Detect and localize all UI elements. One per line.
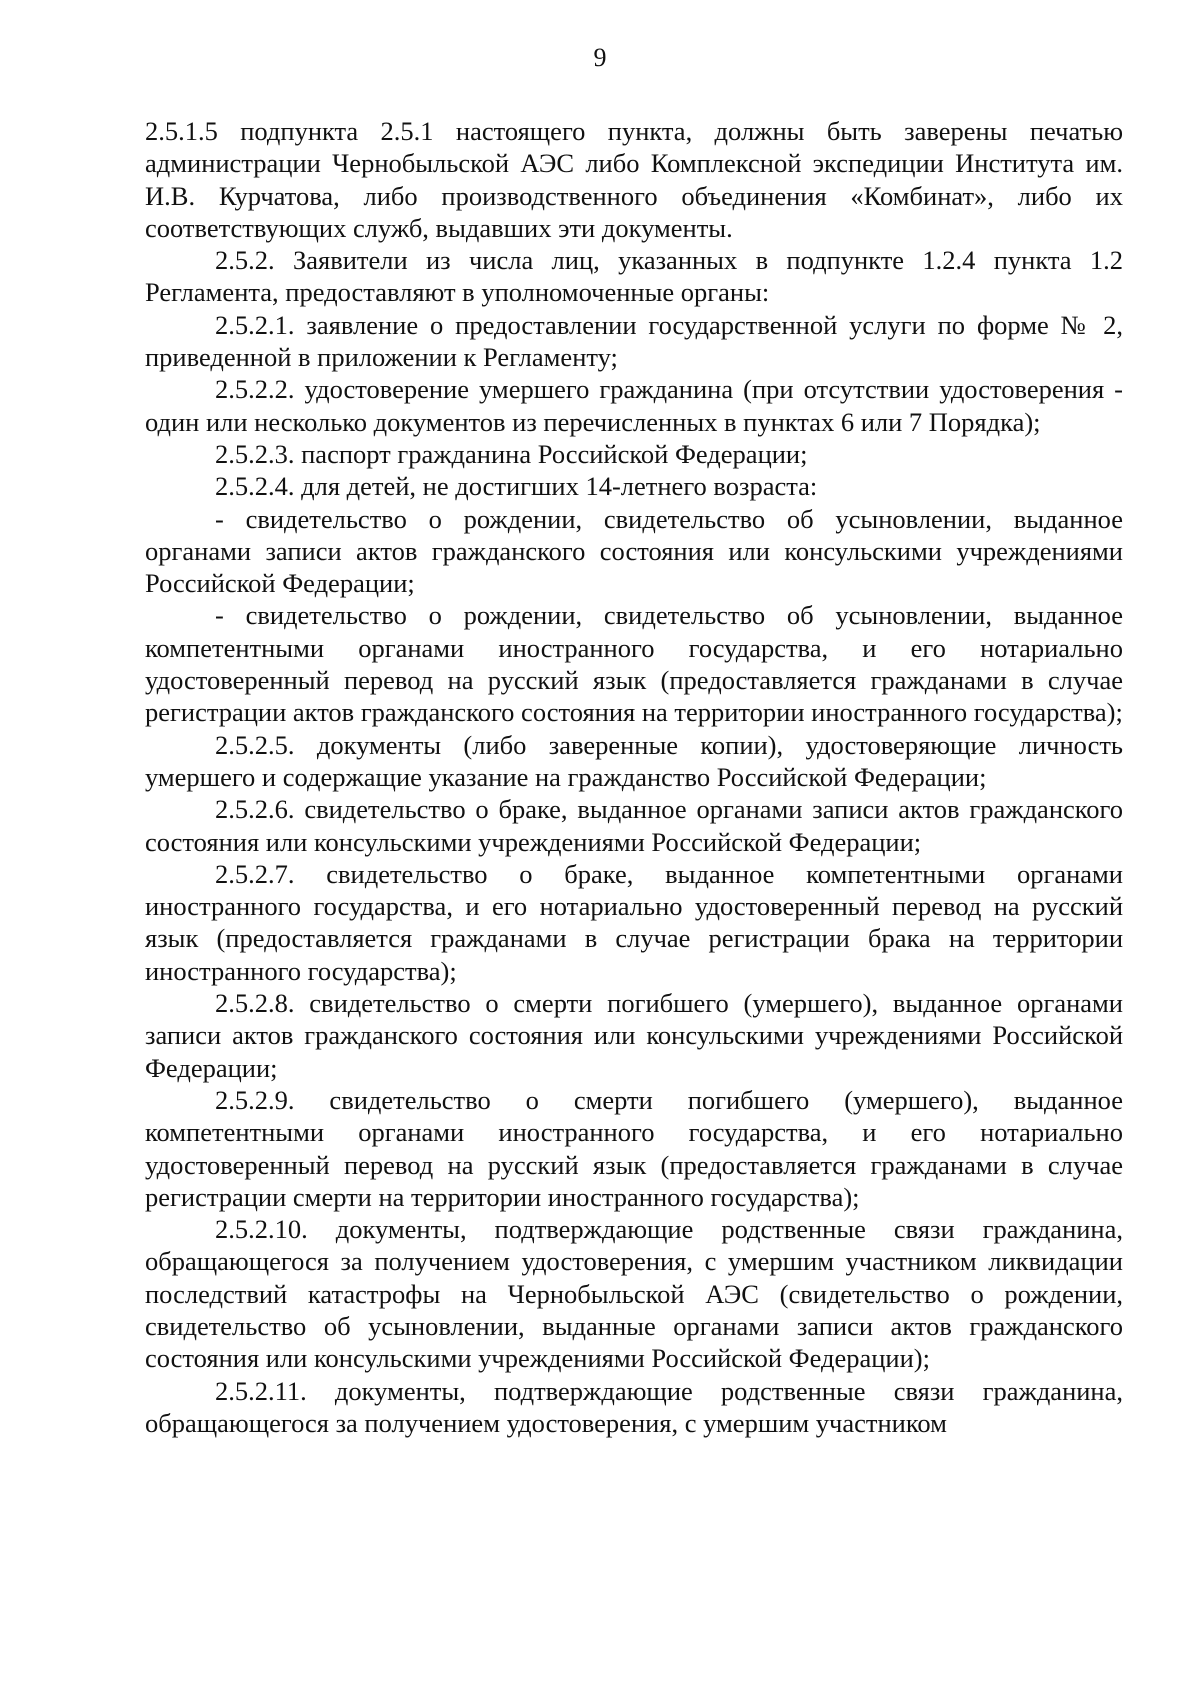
paragraph-2-5-2-5: 2.5.2.5. документы (либо заверенные копии), удостоверяющие личность умершего и содержащие указание на гражданство Российской Федерации;: [145, 729, 1123, 792]
paragraph-2-5-2-9: 2.5.2.9. свидетельство о смерти погибшего (умершего), выданное компетентными органами иностранного государства, и его нотариально удостоверенный перевод на русский язык (предоставляется гражданами в случае регистрации смерти на территории иностранного государства);: [145, 1084, 1123, 1212]
paragraph-2-5-2-7: 2.5.2.7. свидетельство о браке, выданное компетентными органами иностранного государства, и его нотариально удостоверенный перевод на русский язык (предоставляется гражданами в случае регистрации брака на территории иностранного государства);: [145, 858, 1123, 986]
page-number: 9: [593, 43, 607, 72]
paragraph-2-5-2-3: 2.5.2.3. паспорт гражданина Российской Федерации;: [215, 438, 808, 469]
paragraph-2-5-2-4: 2.5.2.4. для детей, не достигших 14-летнего возраста:: [215, 471, 818, 502]
paragraph-2-5-2-2: 2.5.2.2. удостоверение умершего гражданина (при отсутствии удостоверения - один или несколько документов из перечисленных в пунктах 6 или 7 Порядка);: [145, 374, 1123, 437]
paragraph-continuation: 2.5.1.5 подпункта 2.5.1 настоящего пункта, должны быть заверены печатью администрации Чернобыльской АЭС либо Комплексной экспедиции Института им. И.В. Курчатова, либо производственного объединения «Комбинат», либо их соответствующих служб, выдавших эти документы.: [145, 116, 1123, 243]
paragraph-2-5-2-8: 2.5.2.8. свидетельство о смерти погибшего (умершего), выданное органами записи актов гражданского состояния или консульскими учреждениями Российской Федерации;: [145, 988, 1123, 1083]
paragraph-2-5-2-11: 2.5.2.11. документы, подтверждающие родственные связи гражданина, обращающегося за получением удостоверения, с умершим участником: [145, 1375, 1123, 1438]
paragraph-2-5-2: 2.5.2. Заявители из числа лиц, указанных в подпункте 1.2.4 пункта 1.2 Регламента, предоставляют в уполномоченные органы:: [145, 245, 1123, 308]
document-body: [145, 115, 1123, 1439]
paragraph-2-5-2-4-item-1: - свидетельство о рождении, свидетельство об усыновлении, выданное органами записи актов гражданского состояния или консульскими учреждениями Российской Федерации;: [145, 503, 1123, 599]
paragraph-2-5-2-4-item-2: - свидетельство о рождении, свидетельство об усыновлении, выданное компетентными органами иностранного государства, и его нотариально удостоверенный перевод на русский язык (предоставляется гражданами в случае регистрации актов гражданского состояния на территории иностранного государства);: [145, 600, 1123, 728]
paragraph-2-5-2-10: 2.5.2.10. документы, подтверждающие родственные связи гражданина, обращающегося за получением удостоверения, с умершим участником ликвидации последствий катастрофы на Чернобыльской АЭС (свидетельство о рождении, свидетельство об усыновлении, выданные органами записи актов гражданского состояния или консульскими учреждениями Российской Федерации);: [145, 1214, 1123, 1374]
paragraph-2-5-2-6: 2.5.2.6. свидетельство о браке, выданное органами записи актов гражданского состояния или консульскими учреждениями Российской Федерации;: [145, 794, 1123, 857]
paragraph-2-5-2-1: 2.5.2.1. заявление о предоставлении государственной услуги по форме № 2, приведенной в приложении к Регламенту;: [145, 309, 1123, 373]
